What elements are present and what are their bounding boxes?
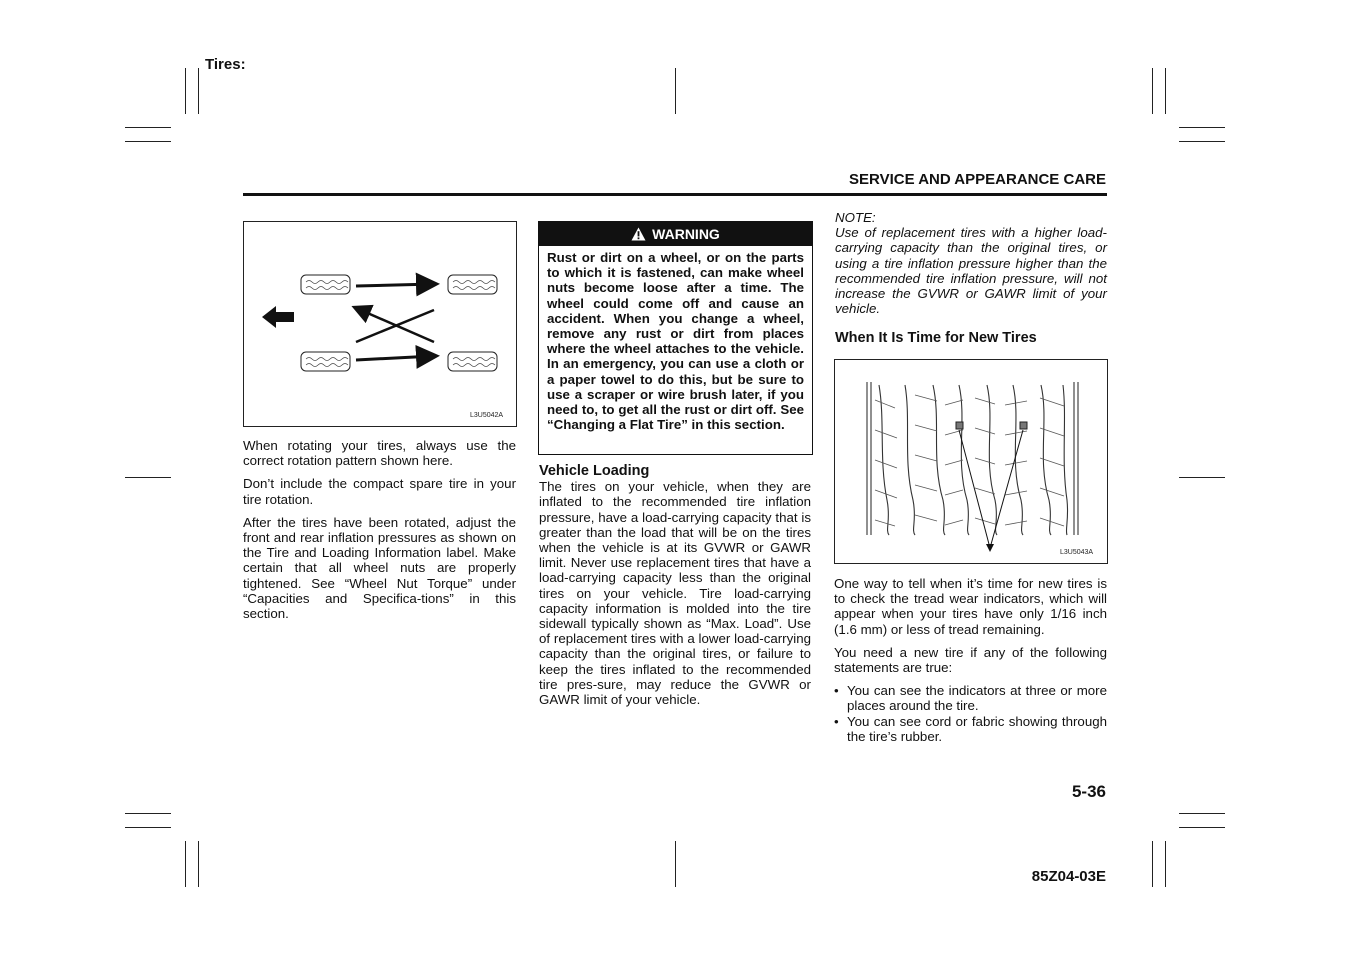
- note-section: [835, 210, 1107, 324]
- paragraph: When rotating your tires, always use the correct rotation pattern shown here.: [243, 438, 516, 469]
- bullet-list: [834, 683, 1107, 744]
- paragraph: After the tires have been rotated, adjust the front and rear inflation pressures as shown on the Tire and Loading Information label. Make certain that all wheel nuts are properly tightened. See “Wheel Nut Torque” under “Capacities and Specifica-tions” in this section.: [243, 514, 516, 622]
- header-rule: [243, 193, 1107, 196]
- new-tires-text: [834, 576, 1107, 744]
- crop-mark: [1179, 827, 1225, 828]
- tread-wear-figure: [834, 359, 1108, 564]
- crop-mark: [1152, 68, 1153, 114]
- crop-mark: [1179, 813, 1225, 814]
- wear-indicator-mark: [956, 422, 963, 429]
- section-label: Tires:: [205, 56, 246, 73]
- crop-mark: [185, 841, 186, 887]
- paragraph: Don’t include the compact spare tire in your tire rotation.: [243, 476, 516, 507]
- document-code: 85Z04-03E: [1031, 868, 1106, 885]
- warning-header: [539, 222, 812, 246]
- forward-arrow-icon: [262, 306, 294, 328]
- crop-mark: [198, 68, 199, 114]
- crop-mark: [125, 477, 171, 478]
- wear-indicator-mark: [1020, 422, 1027, 429]
- crop-mark: [125, 813, 171, 814]
- crop-mark: [125, 127, 171, 128]
- crop-mark: [185, 68, 186, 114]
- note-label: NOTE:: [835, 210, 876, 225]
- crop-mark: [675, 68, 676, 114]
- warning-triangle-icon: [631, 227, 646, 241]
- crop-mark: [1165, 68, 1166, 114]
- crop-mark: [1165, 841, 1166, 887]
- section-heading: Vehicle Loading: [539, 463, 650, 479]
- tire-rotation-diagram: [244, 222, 516, 426]
- crop-mark: [125, 827, 171, 828]
- page-number: 5-36: [1071, 782, 1106, 801]
- crop-mark: [675, 841, 676, 887]
- indicator-pointer-icon: [986, 544, 994, 552]
- note-text: Use of replacement tires with a higher load-carrying capacity than the original tires, or using a tire inflation pressure higher than the recommended tire inflation pressure, will not increase the GVWR or GAWR limit of your vehicle.: [835, 225, 1107, 317]
- crop-mark: [198, 841, 199, 887]
- warning-box: [538, 221, 813, 455]
- crop-mark: [125, 141, 171, 142]
- paragraph: You need a new tire if any of the following statements are true:: [834, 644, 1107, 676]
- tire-rotation-figure: [243, 221, 517, 427]
- warning-title: WARNING: [652, 226, 720, 242]
- paragraph: One way to tell when it’s time for new tires is to check the tread wear indicators, which will appear when your tires have only 1/16 inch (1.6 mm) or less of tread remaining.: [834, 576, 1107, 637]
- figure-code: L3U5043A: [1060, 549, 1094, 556]
- vehicle-loading-section: [539, 464, 811, 715]
- list-item: • You can see the indicators at three or more places around the tire.: [834, 683, 1107, 713]
- chapter-title: SERVICE AND APPEARANCE CARE: [849, 171, 1106, 188]
- left-column-text: [243, 438, 516, 629]
- tread-wear-indicator-diagram: [835, 360, 1107, 563]
- section-heading: When It Is Time for New Tires: [835, 330, 1037, 346]
- crop-mark: [1152, 841, 1153, 887]
- crop-mark: [1179, 127, 1225, 128]
- list-item: • You can see cord or fabric showing through the tire’s rubber.: [834, 714, 1107, 744]
- crop-mark: [1179, 141, 1225, 142]
- crop-mark: [1179, 477, 1225, 478]
- new-tires-heading-wrap: [835, 331, 1107, 346]
- figure-code: L3U5042A: [470, 412, 504, 419]
- warning-text: Rust or dirt on a wheel, or on the parts to which it is fastened, can make wheel nuts become loose after a time. The wheel could come off and cause an accident. When you change a wheel, remove any rust or dirt from places where the wheel attaches to the vehicle. In an emergency, you can use a cloth or a paper towel to do this, but be sure to use a scraper or wire brush later, if you need to, to get all the rust or dirt off. See “Changing a Flat Tire” in this section.: [547, 250, 804, 433]
- paragraph: The tires on your vehicle, when they are inflated to the recommended tire inflation pressure, have a load-carrying capacity that is greater than the load that will be on the tires when the vehicle is at its GVWR or GAWR limit. Never use replacement tires that have a load-carrying capacity less than the original tires on your vehicle. Tire load-carrying capacity information is molded into the tire sidewall typically shown as “Max. Load”. Use of replacement tires with a lower load-carrying capacity than the original tires, or failure to keep the tires inflated to the recommended tire pres-sure, may reduce the GVWR or GAWR limit of your vehicle.: [539, 479, 811, 708]
